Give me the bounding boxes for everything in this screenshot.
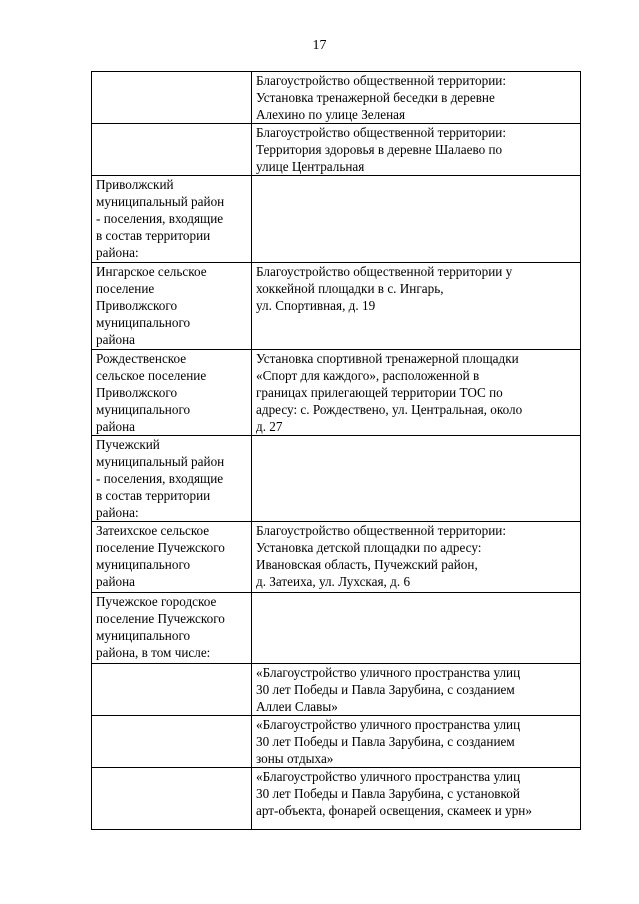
- project-cell: Благоустройство общественной территории: Установка детской площадки по адресу: Ивановская область, Пучежский район, д. Затеиха, ул. Лухская, д. 6: [252, 522, 581, 593]
- table-row: [92, 72, 581, 124]
- municipality-cell: [92, 768, 252, 830]
- municipality-cell: Приволжский муниципальный район - поселения, входящие в состав территории района:: [92, 176, 252, 263]
- municipality-cell: Ингарское сельское поселение Приволжского муниципального района: [92, 263, 252, 350]
- table-row: [92, 768, 581, 830]
- project-cell: [252, 176, 581, 263]
- municipality-cell: Пучежский муниципальный район - поселения, входящие в состав территории района:: [92, 436, 252, 522]
- municipality-cell: [92, 664, 252, 716]
- municipality-cell: Затеихское сельское поселение Пучежского муниципального района: [92, 522, 252, 593]
- table-row: [92, 350, 581, 436]
- project-cell: Установка спортивной тренажерной площадки «Спорт для каждого», расположенной в границах прилегающей территории ТОС по адресу: с. Рождествено, ул. Центральная, около д. 27: [252, 350, 581, 436]
- project-cell: [252, 436, 581, 522]
- table-row: [92, 263, 581, 350]
- project-cell: [252, 593, 581, 664]
- municipality-cell: Рождественское сельское поселение Приволжского муниципального района: [92, 350, 252, 436]
- table-row: [92, 522, 581, 593]
- page-number: 17: [312, 38, 327, 53]
- municipality-cell: [92, 716, 252, 768]
- project-cell: Благоустройство общественной территории: Установка тренажерной беседки в деревне Алехино по улице Зеленая: [252, 72, 581, 124]
- municipality-cell: [92, 124, 252, 176]
- project-cell: Благоустройство общественной территории у хоккейной площадки в с. Ингарь, ул. Спортивная, д. 19: [252, 263, 581, 350]
- municipality-cell: Пучежское городское поселение Пучежского муниципального района, в том числе:: [92, 593, 252, 664]
- project-cell: «Благоустройство уличного пространства улиц 30 лет Победы и Павла Зарубина, с созданием Аллеи Славы»: [252, 664, 581, 716]
- territory-table: [91, 71, 581, 830]
- table-row: [92, 664, 581, 716]
- table-row: [92, 124, 581, 176]
- table-row: [92, 436, 581, 522]
- project-cell: «Благоустройство уличного пространства улиц 30 лет Победы и Павла Зарубина, с установкой арт-объекта, фонарей освещения, скамеек и урн»: [252, 768, 581, 830]
- project-cell: Благоустройство общественной территории: Территория здоровья в деревне Шалаево по улице Центральная: [252, 124, 581, 176]
- table-row: [92, 716, 581, 768]
- table-row: [92, 176, 581, 263]
- project-cell: «Благоустройство уличного пространства улиц 30 лет Победы и Павла Зарубина, с созданием зоны отдыха»: [252, 716, 581, 768]
- municipality-cell: [92, 72, 252, 124]
- table-row: [92, 593, 581, 664]
